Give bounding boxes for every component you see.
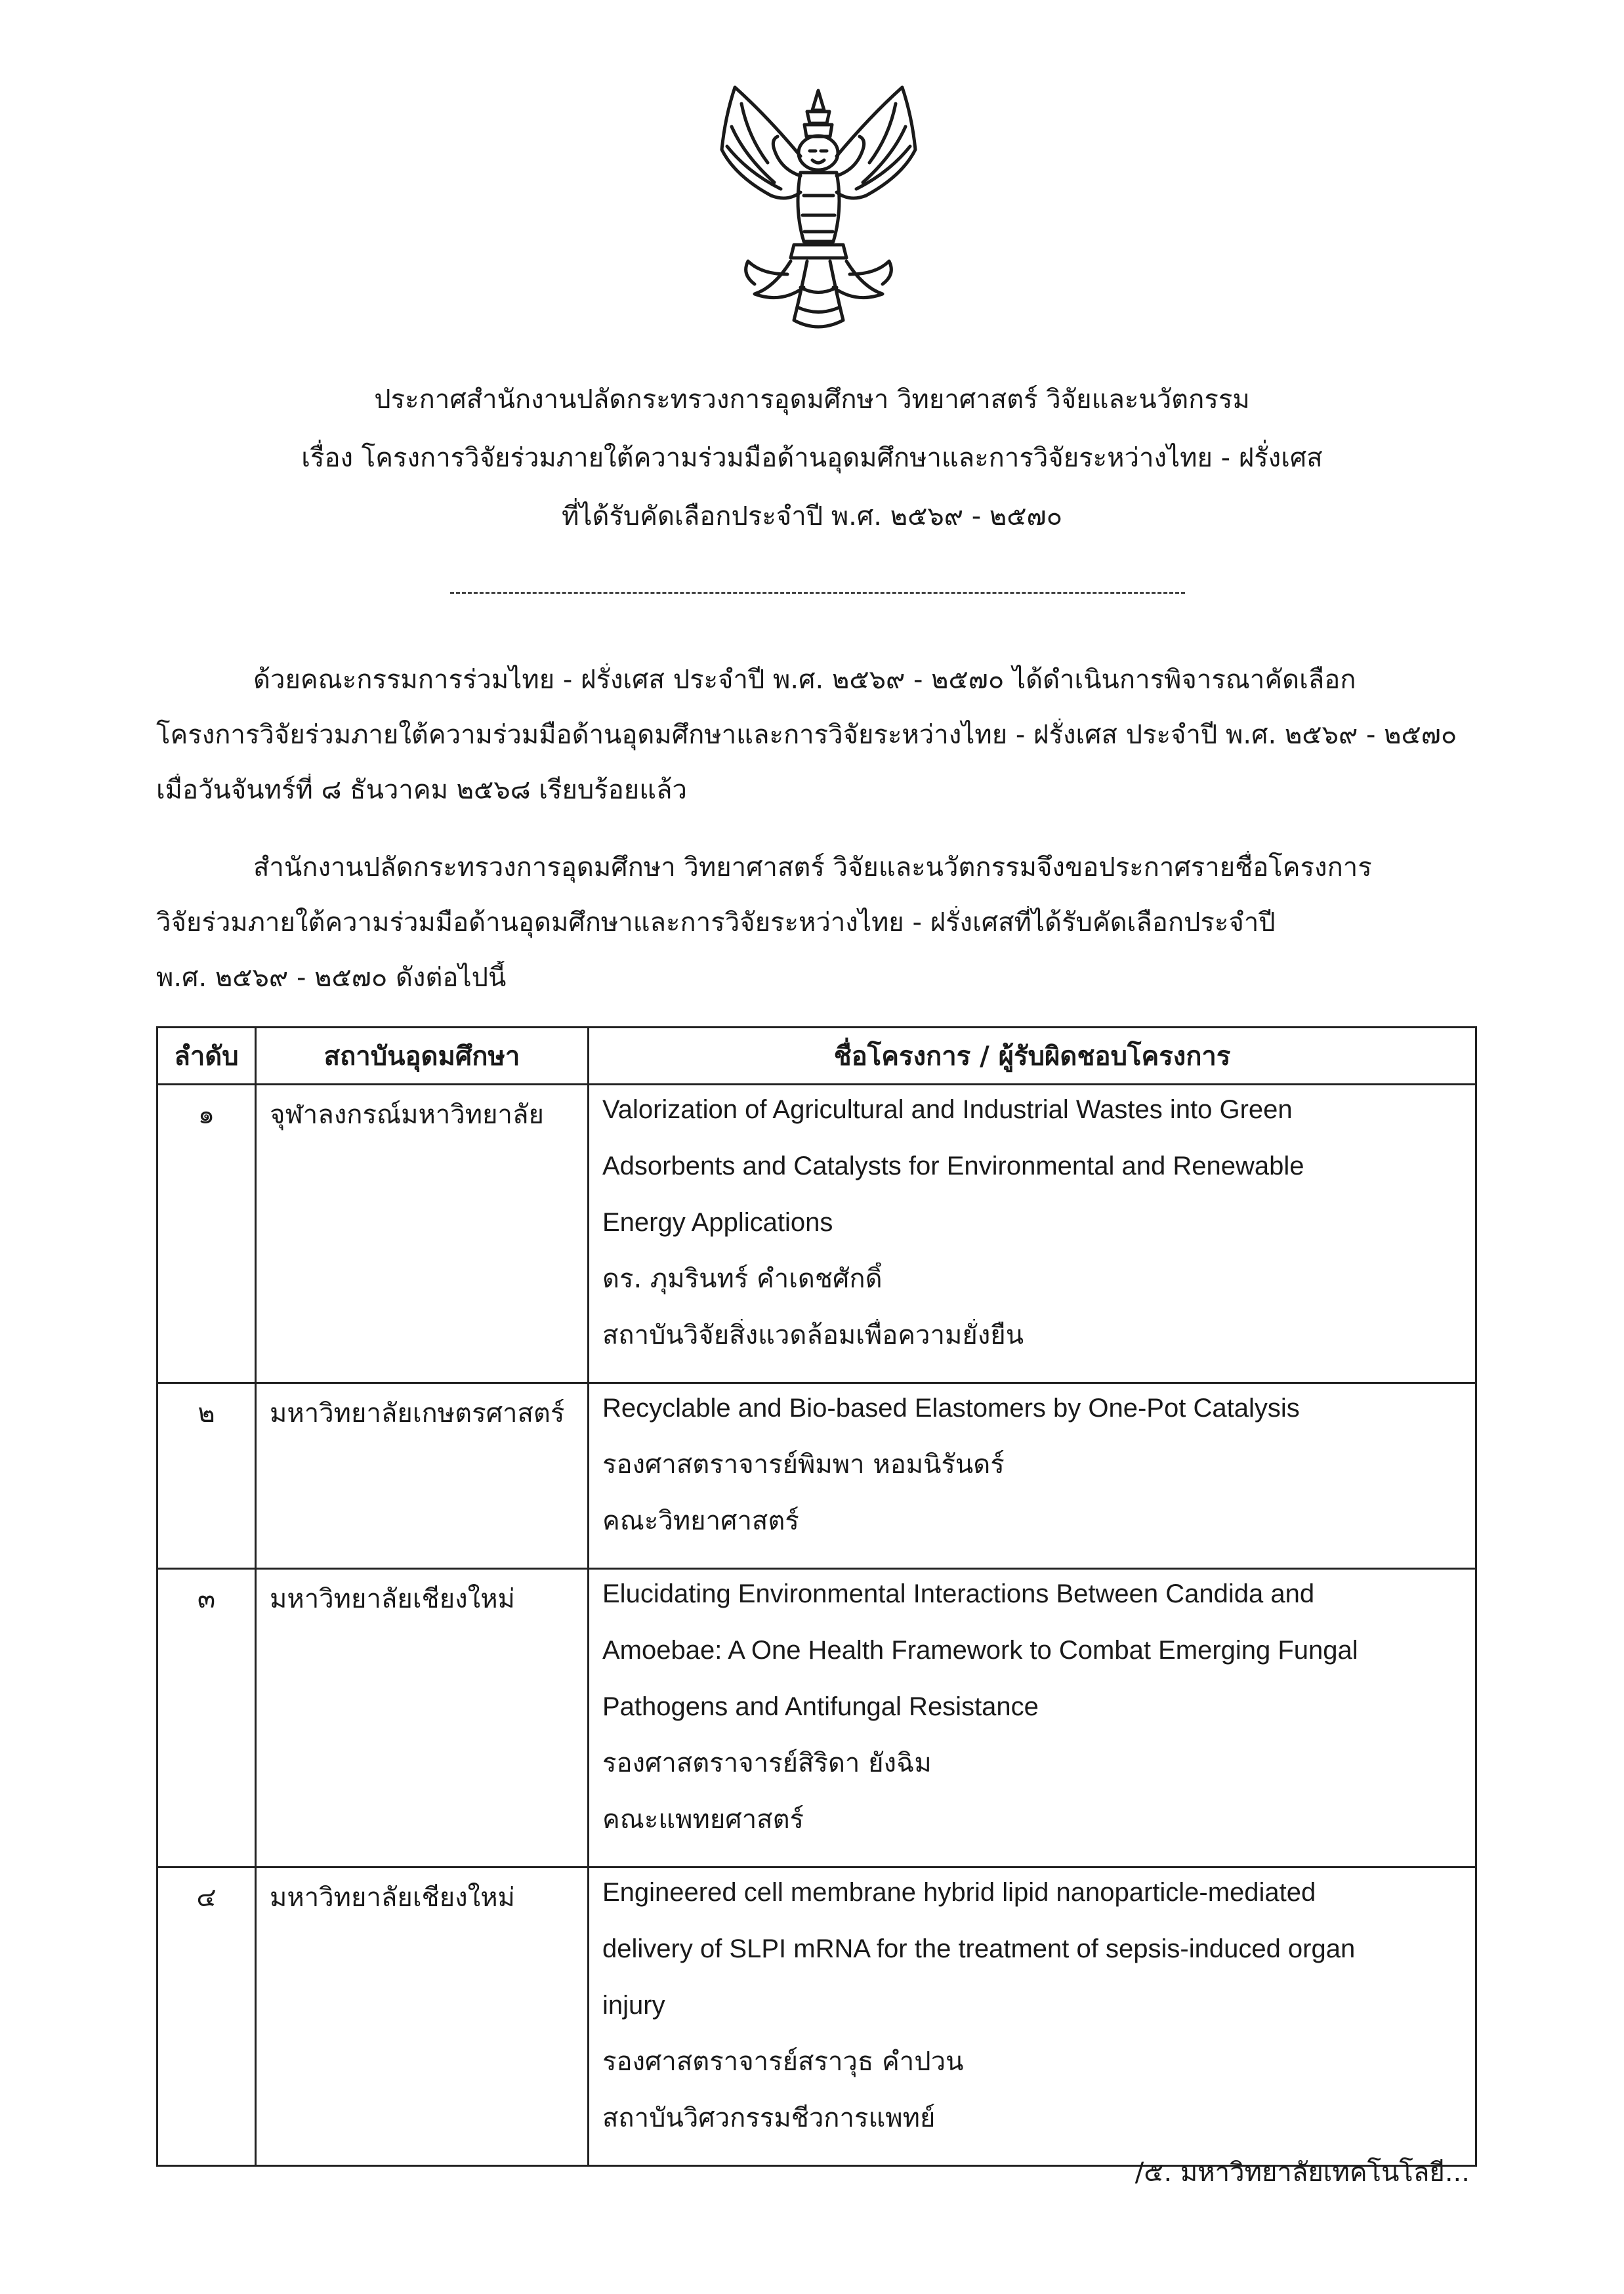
row-project xyxy=(589,1085,1476,1383)
row-project xyxy=(589,1383,1476,1569)
project-unit: สถาบันวิศวกรรมชีวการแพทย์ xyxy=(602,2103,936,2133)
column-header-institution: สถาบันอุดมศึกษา xyxy=(256,1028,589,1085)
project-title-line: Recyclable and Bio-based Elastomers by One-Pot Catalysis xyxy=(602,1394,1300,1423)
intro-paragraph xyxy=(156,663,1475,829)
project-title-line: Adsorbents and Catalysts for Environmental and Renewable xyxy=(602,1152,1304,1180)
project-title-line: Pathogens and Antifungal Resistance xyxy=(602,1692,1039,1721)
garuda-emblem-icon xyxy=(696,77,942,340)
project-unit: สถาบันวิจัยสิ่งแวดล้อมเพื่อความยั่งยืน xyxy=(602,1320,1024,1350)
row-number: ๒ xyxy=(157,1383,256,1569)
paragraph-line: สำนักงานปลัดกระทรวงการอุดมศึกษา วิทยาศาสตร์ วิจัยและนวัตกรรมจึงขอประกาศรายชื่อโครงการ xyxy=(253,852,1372,883)
project-lead: ดร. ภุมรินทร์ คำเดชศักดิ์ xyxy=(602,1264,883,1294)
table-row xyxy=(157,1085,1476,1383)
project-title-line: Energy Applications xyxy=(602,1208,833,1237)
row-institution: มหาวิทยาลัยเชียงใหม่ xyxy=(256,1867,589,2166)
column-header-order: ลำดับ xyxy=(157,1028,256,1085)
paragraph-line: วิจัยร่วมภายใต้ความร่วมมือด้านอุดมศึกษาและการวิจัยระหว่างไทย - ฝรั่งเศสที่ได้รับคัดเลือกประจำปี xyxy=(156,907,1276,938)
announcement-paragraph xyxy=(156,851,1475,1016)
table-row xyxy=(157,1569,1476,1867)
project-unit: คณะวิทยาศาสตร์ xyxy=(602,1506,799,1536)
project-title-line: Amoebae: A One Health Framework to Combat Emerging Fungal xyxy=(602,1636,1358,1665)
row-number: ๑ xyxy=(157,1085,256,1383)
paragraph-line: ด้วยคณะกรรมการร่วมไทย - ฝรั่งเศส ประจำปี พ.ศ. ๒๕๖๙ - ๒๕๗๐ ได้ดำเนินการพิจารณาคัดเลือก xyxy=(253,665,1356,695)
column-header-project: ชื่อโครงการ / ผู้รับผิดชอบโครงการ xyxy=(589,1028,1476,1085)
project-title-line: injury xyxy=(602,1991,665,2020)
row-institution: จุฬาลงกรณ์มหาวิทยาลัย xyxy=(256,1085,589,1383)
row-project xyxy=(589,1569,1476,1867)
project-title-line: Elucidating Environmental Interactions Between Candida and xyxy=(602,1579,1315,1608)
project-title-line: delivery of SLPI mRNA for the treatment of sepsis-induced organ xyxy=(602,1934,1356,1963)
continuation-note: /๕. มหาวิทยาลัยเทคโนโลยี... xyxy=(1135,2158,1470,2188)
row-number: ๔ xyxy=(157,1867,256,2166)
announcement-title: ประกาศสำนักงานปลัดกระทรวงการอุดมศึกษา วิทยาศาสตร์ วิจัยและนวัตกรรม xyxy=(374,385,1250,415)
project-lead: รองศาสตราจารย์สิริดา ยังฉิม xyxy=(602,1748,932,1778)
row-institution: มหาวิทยาลัยเชียงใหม่ xyxy=(256,1569,589,1867)
table-row xyxy=(157,1383,1476,1569)
paragraph-line: โครงการวิจัยร่วมภายใต้ความร่วมมือด้านอุดมศึกษาและการวิจัยระหว่างไทย - ฝรั่งเศส ประจำปี พ.ศ. ๒๕๖๙ - ๒๕๗๐ xyxy=(156,720,1457,750)
selected-projects-table xyxy=(156,1026,1477,2167)
table-header-row xyxy=(157,1028,1476,1085)
dashed-divider xyxy=(450,592,1185,594)
project-lead: รองศาสตราจารย์พิมพา หอมนิรันดร์ xyxy=(602,1449,1005,1480)
project-title-line: Engineered cell membrane hybrid lipid nanoparticle-mediated xyxy=(602,1878,1316,1907)
announcement-year: ที่ได้รับคัดเลือกประจำปี พ.ศ. ๒๕๖๙ - ๒๕๗๐ xyxy=(561,501,1063,532)
project-unit: คณะแพทยศาสตร์ xyxy=(602,1804,804,1835)
table-row xyxy=(157,1867,1476,2166)
row-number: ๓ xyxy=(157,1569,256,1867)
project-title-line: Valorization of Agricultural and Industrial Wastes into Green xyxy=(602,1095,1293,1124)
paragraph-line: พ.ศ. ๒๕๖๙ - ๒๕๗๐ ดังต่อไปนี้ xyxy=(156,963,507,993)
paragraph-line: เมื่อวันจันทร์ที่ ๘ ธันวาคม ๒๕๖๘ เรียบร้อยแล้ว xyxy=(156,775,687,805)
project-lead: รองศาสตราจารย์สราวุธ คำปวน xyxy=(602,2047,964,2077)
announcement-subject: เรื่อง โครงการวิจัยร่วมภายใต้ความร่วมมือด้านอุดมศึกษาและการวิจัยระหว่างไทย - ฝรั่งเศส xyxy=(301,443,1323,473)
row-project xyxy=(589,1867,1476,2166)
row-institution: มหาวิทยาลัยเกษตรศาสตร์ xyxy=(256,1383,589,1569)
